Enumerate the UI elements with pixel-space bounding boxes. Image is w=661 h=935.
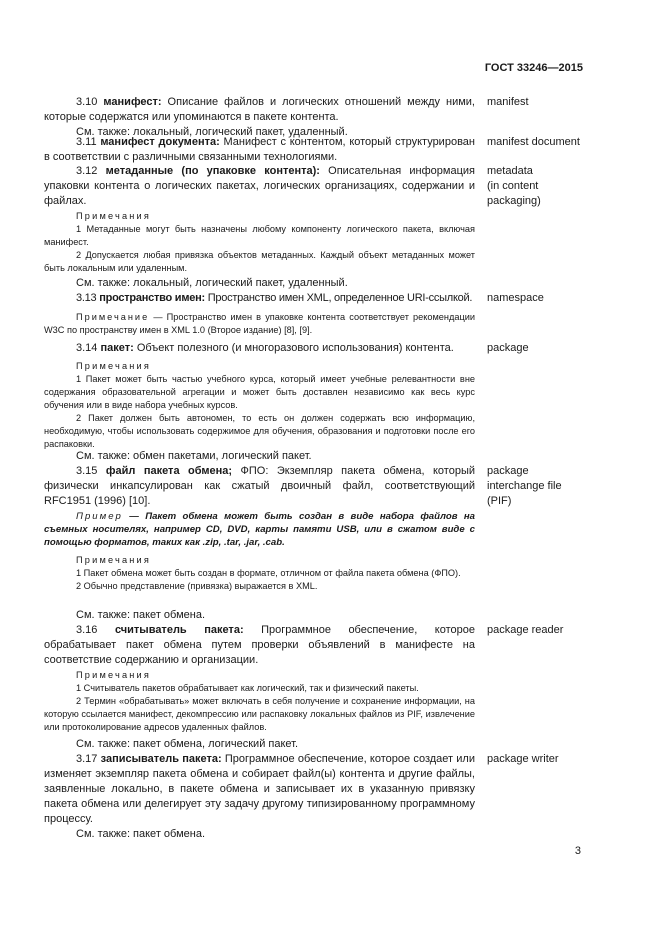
term-number: 3.15	[76, 465, 98, 477]
see-also: См. также: пакет обмена.	[76, 828, 206, 840]
see-also-3-16: См. также: пакет обмена, логический пакет.	[76, 738, 299, 750]
term-3-13	[44, 291, 475, 306]
standard-designation: ГОСТ 33246—2015	[484, 62, 583, 74]
term-number: 3.10	[76, 96, 98, 108]
term-number: 3.11	[76, 136, 97, 148]
english-term: manifest	[487, 96, 529, 108]
notes-3-12	[44, 210, 475, 275]
note-item: 1 Считыватель пакетов обрабатывает как логический, так и физический пакеты.	[76, 683, 419, 693]
english-term: manifest document	[487, 136, 580, 148]
english-term: namespace	[487, 292, 544, 304]
note-item: 2 Термин «обрабатывать» может включать в себя получение и сохранение информации, на которую ссылается манифест, декомпрессию или распаковку локальных файлов из PIF, извлечение или протоколирование адресов удаленных файлов.	[44, 696, 475, 732]
term-3-16	[44, 623, 475, 668]
example-3-15: Пример — Пакет обмена может быть создан в виде набора файлов на съемных носителях, например CD, DVD, карты памяти USB, или в сжатом виде с помощью форматов, таких как .zip, .tar, .jar, .cab.	[44, 511, 475, 548]
term-3-17	[44, 752, 475, 842]
term-3-14	[44, 341, 475, 356]
term-definition: Описательная информация упаковки контента о логических пакетах, логических организациях, содержании и файлах.	[44, 165, 475, 207]
note-item: 2 Допускается любая привязка объектов метаданных. Каждый объект метаданных может быть локальным или удаленным.	[44, 250, 475, 273]
see-also: См. также: локальный, логический пакет, удаленный.	[76, 126, 348, 138]
term-definition: Программное обеспечение, которое обрабатывает пакет обмена путем проверки объявлений в манифесте на соответствие содержанию и организации.	[44, 624, 476, 666]
note-item: 1 Пакет обмена может быть создан в формате, отличном от файла пакета обмена (ФПО).	[76, 568, 461, 578]
term-definition: Объект полезного (и многоразового использования) контента.	[133, 342, 454, 354]
note-label: Примечание	[76, 312, 150, 322]
english-term: package writer	[487, 753, 559, 765]
note-item: 1 Метаданные могут быть назначены любому компоненту логического пакета, включая манифест.	[44, 224, 475, 247]
term-3-11	[44, 135, 475, 165]
term-number: 3.14	[76, 342, 98, 354]
notes-3-14	[44, 360, 475, 451]
term-number: 3.13	[76, 292, 97, 304]
term-name: пакет:	[100, 342, 134, 354]
term-name: считыватель пакета:	[114, 624, 244, 636]
note-item: 1 Пакет может быть частью учебного курса, который имеет учебные релевантности вне содержания образовательной агрегации и может быть доставлен независимо как весь курс обучения или в виде набора учебных курсов.	[44, 374, 475, 410]
english-term: package reader	[487, 624, 564, 636]
notes-heading: Примечания	[76, 555, 152, 565]
english-term: package interchange file (PIF)	[487, 465, 562, 507]
term-name: записыватель пакета:	[100, 753, 222, 765]
notes-heading: Примечания	[76, 361, 152, 371]
term-number: 3.17	[76, 753, 98, 765]
note-item: 2 Пакет должен быть автономен, то есть он должен содержать всю информацию, необходимую, чтобы использовать содержимое для обучения, образования и подготовки после его распаковки.	[44, 413, 475, 449]
term-name: манифест:	[103, 96, 162, 108]
page-number: 3	[574, 845, 581, 857]
see-also-3-14: См. также: обмен пакетами, логический пакет.	[76, 450, 312, 462]
notes-heading: Примечания	[76, 211, 152, 221]
term-definition: Программное обеспечение, которое создает или изменяет экземпляр пакета обмена и собирает файл(ы) контента и другие файлы, заявленные локально, в пакете обмена и записывает их в указанную привязку пакета обмена или делегирует эту задачу другому типизированному программному процессу.	[44, 753, 475, 825]
english-term: package	[487, 342, 529, 354]
term-number: 3.16	[76, 624, 98, 636]
term-definition: Манифест с контентом, который структурирован в соответствии с различными связанными технологиями.	[44, 136, 475, 163]
term-definition: Описание файлов и логических отношений между ними, которые содержатся или упоминаются в пакете контента.	[44, 96, 475, 123]
term-name: пространство имен:	[99, 292, 205, 304]
term-3-10	[44, 95, 475, 140]
notes-3-15	[44, 554, 475, 593]
term-number: 3.12	[76, 165, 98, 177]
term-3-12	[44, 164, 475, 209]
term-3-15	[44, 464, 475, 509]
example-label: Пример	[76, 511, 123, 522]
see-also-3-12: См. также: локальный, логический пакет, удаленный.	[76, 277, 348, 289]
notes-3-16	[44, 669, 475, 734]
term-definition: ФПО: Экземпляр пакета обмена, который физически инкапсулирован как сжатый двоичный файл, соответствующий RFC1951 (1996) [10].	[44, 465, 475, 507]
note-item: 2 Обычно представление (привязка) выражается в XML.	[76, 581, 318, 591]
term-name: манифест документа:	[100, 136, 220, 148]
see-also-3-15: См. также: пакет обмена.	[76, 609, 206, 621]
term-definition: Пространство имен XML, определенное URI-ссылкой.	[204, 292, 473, 304]
term-name: файл пакета обмена;	[105, 465, 233, 477]
term-name: метаданные (по упаковке контента):	[105, 165, 320, 177]
note-3-13: Примечание — Пространство имен в упаковке контента соответствует рекомендации W3C по пространству имен в XML 1.0 (Второе издание) [8], [9].	[44, 312, 475, 335]
notes-heading: Примечания	[76, 670, 152, 680]
english-term: metadata (in content packaging)	[487, 165, 541, 207]
